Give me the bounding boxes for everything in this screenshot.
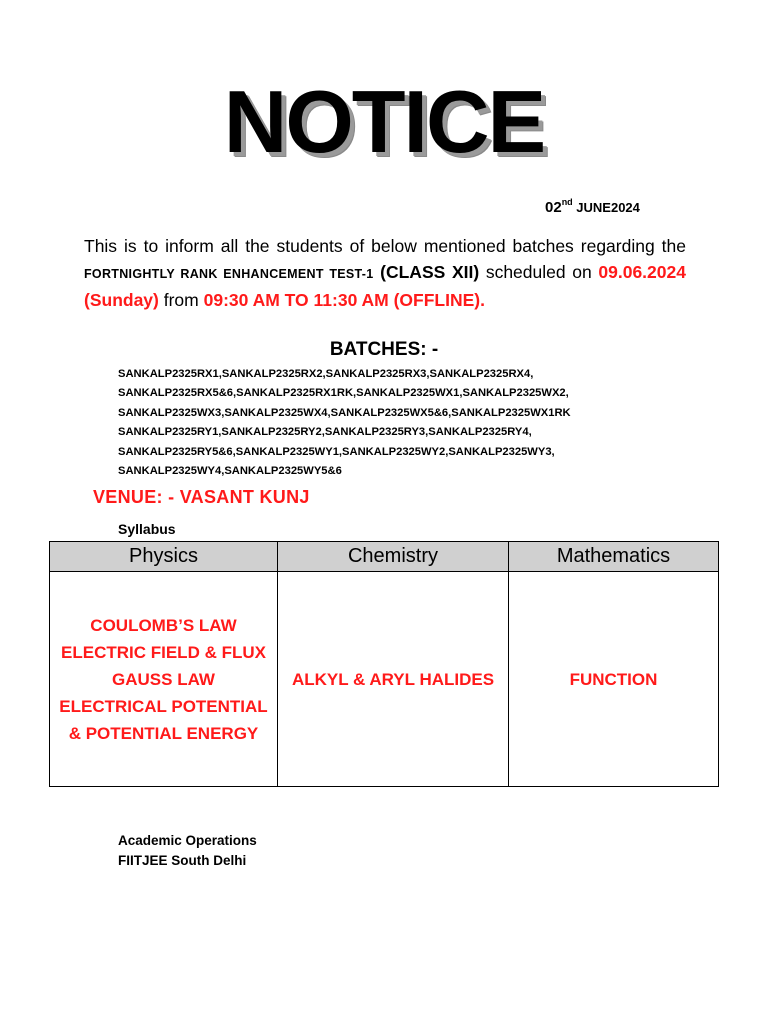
batches-heading	[0, 339, 768, 361]
header-physics: Physics	[50, 542, 278, 572]
signature-department: Academic Operations	[118, 833, 257, 848]
date-day: 02	[545, 199, 562, 216]
test-time: 09:30 AM TO 11:30 AM (OFFLINE).	[203, 290, 485, 310]
mathematics-topics	[509, 572, 719, 787]
batch-list	[118, 365, 638, 481]
physics-topic: & POTENTIAL ENERGY	[68, 723, 259, 743]
date-month-year: JUNE2024	[572, 200, 640, 215]
batch-line: SANKALP2325RX5&6,SANKALP2325RX1RK,SANKALP2325WX1,SANKALP2325WX2,	[118, 387, 569, 400]
table-row	[50, 572, 719, 787]
test-date: 09.06.2024 (Sunday)	[84, 262, 686, 310]
mathematics-topic: FUNCTION	[569, 669, 658, 689]
physics-topic: ELECTRIC FIELD & FLUX	[61, 642, 266, 662]
date-suffix: nd	[561, 197, 573, 207]
venue: VENUE: - VASANT KUNJ	[93, 487, 310, 507]
syllabus-label: Syllabus	[118, 521, 176, 537]
chemistry-topics	[278, 572, 509, 787]
batches-heading-text: BATCHES: -	[329, 339, 439, 360]
batch-line: SANKALP2325RY1,SANKALP2325RY2,SANKALP2325RY3,SANKALP2325RY4,	[118, 426, 532, 439]
header-chemistry: Chemistry	[278, 542, 509, 572]
batch-line: SANKALP2325RY5&6,SANKALP2325WY1,SANKALP2325WY2,SANKALP2325WY3,	[118, 445, 555, 458]
physics-topic: COULOMB’S LAW	[90, 615, 237, 635]
test-name: FORTNIGHTLY RANK ENHANCEMENT TEST-1	[84, 267, 374, 281]
notice-date	[545, 197, 640, 216]
header-mathematics: Mathematics	[509, 542, 719, 572]
physics-topics	[50, 572, 278, 787]
class-label: (CLASS XII)	[373, 262, 480, 282]
batch-line: SANKALP2325WX3,SANKALP2325WX4,SANKALP2325WX5&6,SANKALP2325WX1RK	[118, 406, 571, 419]
signature-block	[118, 831, 257, 871]
batch-line: SANKALP2325RX1,SANKALP2325RX2,SANKALP2325RX3,SANKALP2325RX4,	[118, 368, 534, 380]
physics-topic: GAUSS LAW	[112, 669, 215, 689]
syllabus-table	[49, 541, 719, 787]
physics-topic: ELECTRICAL POTENTIAL	[59, 696, 268, 716]
intro-paragraph	[84, 233, 686, 313]
batch-line: SANKALP2325WY4,SANKALP2325WY5&6	[118, 465, 342, 478]
table-header-row	[50, 542, 719, 572]
notice-title: NOTICE	[223, 72, 545, 171]
intro-text-2: scheduled on	[479, 262, 599, 282]
signature-organization: FIITJEE South Delhi	[118, 853, 247, 868]
chemistry-topic: ALKYL & ARYL HALIDES	[291, 669, 495, 689]
intro-text-1: This is to inform all the students of below mentioned batches regarding the	[84, 236, 686, 256]
intro-text-3: from	[158, 290, 204, 310]
